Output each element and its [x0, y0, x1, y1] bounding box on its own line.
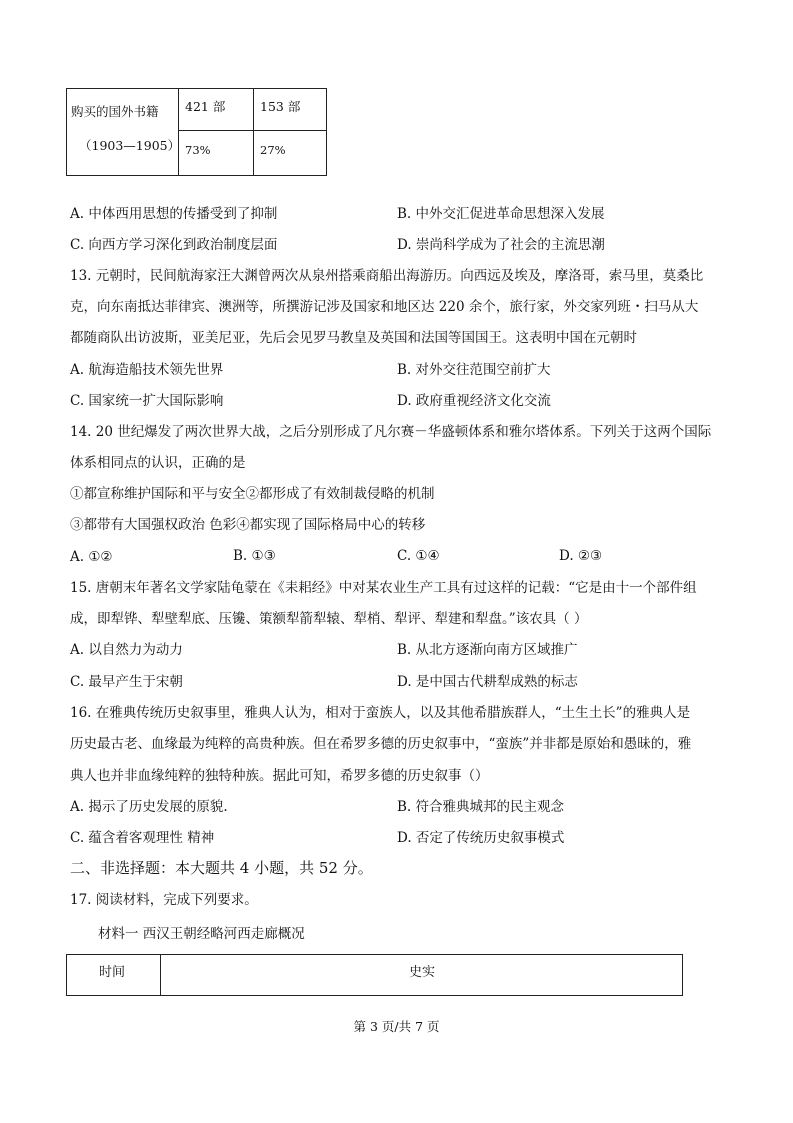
q14-option-c: C. ①④: [397, 548, 440, 564]
q13-stem-line3: 都随商队出访波斯，亚美尼亚，先后会见罗马教皇及英国和法国等国国王。这表明中国在元朝时: [70, 330, 637, 346]
col1-percent: 73%: [185, 143, 211, 158]
table-cell: [254, 89, 327, 131]
q13-option-c: C. 国家统一扩大国际影响: [70, 393, 224, 409]
q14-stem-line2: 体系相同点的认识，正确的是: [70, 455, 246, 471]
q16-stem-line2: 历史最古老、血缘最为纯粹的高贵种族。但在希罗多德的历史叙事中，“蛮族”并非都是原始和愚昧的，雅: [70, 736, 692, 752]
q15-option-b: B. 从北方逐渐向南方区域推广: [397, 642, 578, 658]
q16-option-b: B. 符合雅典城邦的民主观念: [397, 799, 565, 815]
q14-stem-line1: 14. 20 世纪爆发了两次世界大战，之后分别形成了凡尔赛－华盛顿体系和雅尔塔体系。下列关于这两个国际: [70, 424, 712, 440]
col-facts-label: 史实: [409, 965, 436, 980]
q16-stem-line3: 典人也并非血缘纯粹的独特种族。据此可知，希罗多德的历史叙事（）: [70, 768, 489, 784]
q17-stem-line1: 17. 阅读材料，完成下列要求。: [70, 892, 258, 908]
row-label-line1: 购买的国外书籍: [71, 104, 159, 119]
q13-option-a: A. 航海造船技术领先世界: [70, 362, 224, 378]
q12-option-a: A. 中体西用思想的传播受到了抑制: [70, 206, 278, 222]
q14-stem-line4: ③都带有大国强权政治 色彩④都实现了国际格局中心的转移: [70, 517, 426, 533]
table-row-label-cell: [67, 89, 179, 176]
col-time-label: 时间: [99, 965, 126, 980]
q15-stem-line1: 15. 唐朝末年著名文学家陆龟蒙在《耒耜经》中对某农业生产工具有过这样的记载：“它是由十一个部件组: [70, 580, 697, 596]
q15-option-d: D. 是中国古代耕犁成熟的标志: [397, 674, 578, 690]
table-header-facts: [161, 955, 683, 996]
q14-stem-line3: ①都宣称维护国际和平与安全②都形成了有效制裁侵略的机制: [70, 486, 435, 502]
q16-option-a: A. 揭示了历史发展的原貌.: [70, 799, 228, 815]
table-cell: [179, 89, 254, 131]
q14-option-d: D. ②③: [559, 548, 603, 564]
page-number: 第 3 页/共 7 页: [353, 1019, 440, 1034]
q12-option-d: D. 崇尚科学成为了社会的主流思潮: [397, 237, 605, 253]
q14-option-a: A. ①②: [70, 549, 113, 565]
q16-option-d: D. 否定了传统历史叙事模式: [397, 830, 565, 846]
q12-option-b: B. 中外交汇促进革命思想深入发展: [397, 206, 605, 222]
row-label-line2: （1903—1905）: [79, 138, 181, 153]
section-heading: 二、非选择题：本大题共 4 小题，共 52 分。: [70, 859, 373, 877]
col2-percent: 27%: [260, 143, 286, 158]
table-header-time: [67, 955, 161, 996]
material-table: [66, 954, 683, 996]
q13-option-d: D. 政府重视经济文化交流: [397, 393, 551, 409]
q15-option-c: C. 最早产生于宋朝: [70, 674, 183, 690]
q13-stem-line2: 克，向东南抵达菲律宾、澳洲等，所撰游记涉及国家和地区达 220 余个，旅行家，外交家列班・扫马从大: [70, 299, 699, 315]
q16-option-c: C. 蕴含着客观理性 精神: [70, 830, 215, 846]
q16-stem-line1: 16. 在雅典传统历史叙事里，雅典人认为，相对于蛮族人，以及其他希腊族群人，“土生土长”的雅典人是: [70, 705, 691, 721]
q17-material-title: 材料一 西汉王朝经略河西走廊概况: [98, 926, 305, 942]
table-cell: [254, 131, 327, 176]
table-cell: [179, 131, 254, 176]
q13-option-b: B. 对外交往范围空前扩大: [397, 362, 551, 378]
q14-option-b: B. ①③: [233, 548, 276, 564]
q15-stem-line2: 成，即犁铧、犁壁犁底、压镵、策额犁箭犁辕、犁梢、犁评、犁建和犁盘。”该农具（ ）: [70, 611, 588, 627]
book-stats-table: [66, 88, 327, 176]
q12-option-c: C. 向西方学习深化到政治制度层面: [70, 237, 278, 253]
q13-stem-line1: 13. 元朝时，民间航海家汪大渊曾两次从泉州搭乘商船出海游历。向西远及埃及，摩洛哥，索马里，莫桑比: [70, 268, 704, 284]
q15-option-a: A. 以自然力为动力: [70, 642, 183, 658]
col1-count: 421 部: [185, 99, 226, 114]
col2-count: 153 部: [260, 99, 301, 114]
